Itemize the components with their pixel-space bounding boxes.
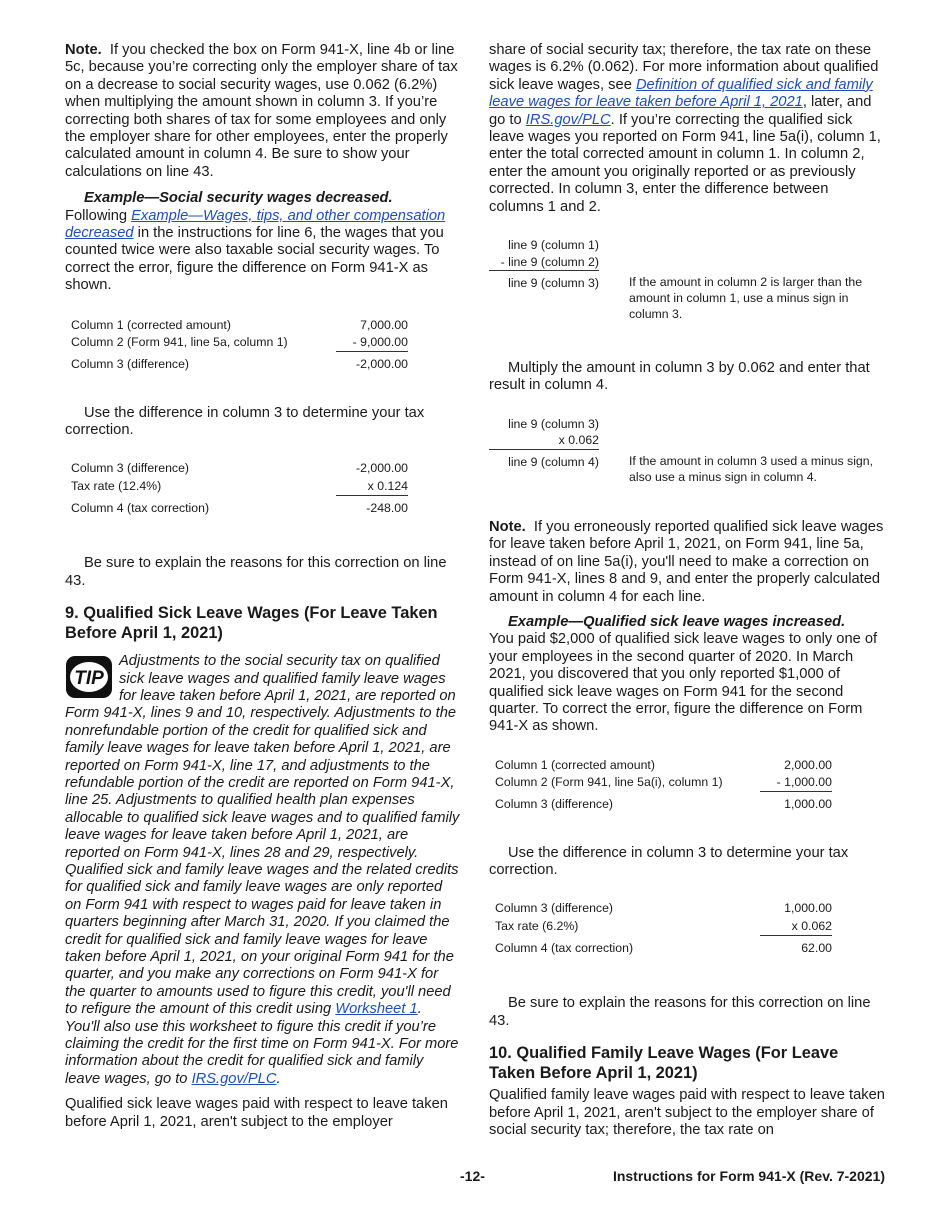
use-difference-text: Use the difference in column 3 to determine your tax correction.	[65, 404, 425, 438]
table-row	[65, 356, 408, 373]
example-text: You paid $2,000 of qualified sick leave wages to only one of your employees in the second quarter of 2020. In March 2021, you discovered that you only reported $1,000 of qualified sick leave wages on Form 941 for the second quarter. To correct the error, figure the difference on Form 941-X as shown.	[489, 631, 878, 735]
tip-text: . You'll also use this worksheet to figure this credit if you’re claiming the credit for the first time on Form 941-X. For more information about the credit for qualified sick and family leave wages, go to	[65, 1001, 459, 1087]
row-value: - 1,000.00	[760, 774, 832, 792]
calc-table-3	[489, 757, 832, 814]
table-row	[489, 918, 832, 936]
page-number: -12-	[460, 1168, 485, 1184]
row-value: 2,000.00	[784, 757, 832, 772]
bottom-paragraph: Qualified sick leave wages paid with respect to leave taken before April 1, 2021, aren't subject to the employer	[65, 1096, 448, 1130]
line9-calc-1	[489, 237, 885, 327]
calc-table-2	[65, 460, 408, 517]
multiply-text: Multiply the amount in column 3 by 0.062 and enter that result in column 4.	[489, 360, 870, 394]
continued-paragraph	[489, 42, 885, 216]
row-label: Column 2 (Form 941, line 5a, column 1)	[71, 334, 288, 349]
row-label: Column 4 (tax correction)	[495, 941, 634, 956]
cont-text: , later, and go to	[489, 94, 872, 128]
row-value: x 0.124	[336, 478, 408, 496]
explain-text: Be sure to explain the reasons for this correction on line 43.	[65, 555, 447, 589]
row-value: 62.00	[801, 941, 832, 956]
row-value: -2,000.00	[356, 461, 408, 476]
row-label: Column 4 (tax correction)	[71, 500, 210, 515]
row-value: 1,000.00	[784, 901, 832, 916]
calc-line: line 9 (column 1)	[508, 238, 599, 253]
row-value: 1,000.00	[784, 797, 832, 812]
row-value: - 9,000.00	[336, 334, 408, 352]
table-row	[489, 774, 832, 792]
right-column	[489, 42, 885, 1139]
example-post: in the instructions for line 6, the wages that you counted twice were also taxable social security wages. To correct the error, figure the difference on Form 941-X as shown.	[65, 225, 444, 294]
example-title: Example—Social security wages decreased.	[84, 190, 393, 207]
note-label: Note.	[65, 42, 102, 58]
line9-calc-2	[489, 416, 885, 506]
worksheet-1-link[interactable]: Worksheet 1	[335, 1001, 418, 1018]
use-difference-text: Use the difference in column 3 to determine your tax correction.	[489, 844, 849, 879]
tip-paragraph	[65, 653, 460, 1088]
table-row	[65, 317, 408, 334]
table-row	[489, 900, 832, 917]
example-pre: Following	[65, 207, 132, 224]
row-label: Column 1 (corrected amount)	[495, 757, 655, 772]
cont-text: . If you’re correcting the qualified sick leave wages you reported on Form 941, line 5a(i), column 1, enter the total corrected amount in column 1. In column 2, enter the amount you originally reported or as previously corrected. In column 3, enter the difference between columns 1 and 2.	[489, 111, 881, 215]
row-label: Column 3 (difference)	[495, 901, 614, 916]
note-text: If you erroneously reported qualified sick leave wages for leave taken before April 1, 2021, on Form 941, line 5a, instead of on line 5a(i), you'll need to make a correction on Form 941-X, lines 8 and 9, and enter the properly calculated amount in column 4 for each line.	[489, 518, 884, 605]
table-row	[65, 500, 408, 517]
row-label: Column 3 (difference)	[71, 357, 190, 372]
footer-title: Instructions for Form 941-X (Rev. 7-2021)	[612, 1168, 885, 1184]
calc-note: If the amount in column 2 is larger than the amount in column 1, use a minus sign in column 3.	[629, 275, 863, 321]
definition-link[interactable]: Definition of qualified sick and family leave wages for leave taken before April 1, 2021	[489, 76, 873, 111]
note-label: Note.	[489, 518, 526, 535]
note-paragraph	[65, 42, 460, 181]
tip-label: TIP	[74, 668, 104, 690]
row-label: Column 3 (difference)	[71, 461, 190, 476]
cont-text: share of social security tax; therefore, the tax rate on these wages is 6.2% (0.062). For more information about qualified sick leave wages, see	[489, 42, 879, 93]
calc-line: - line 9 (column 2)	[489, 254, 599, 272]
row-value: -248.00	[366, 500, 408, 515]
irs-plc-link[interactable]: IRS.gov/PLC	[191, 1070, 277, 1087]
example-wages-link[interactable]: Example—Wages, tips, and other compensation decreased	[65, 207, 446, 242]
table-row	[65, 460, 408, 477]
row-value: 7,000.00	[360, 317, 408, 332]
table-row	[65, 334, 408, 352]
section-heading-10: 10. Qualified Family Leave Wages (For Leave Taken Before April 1, 2021)	[489, 1044, 839, 1082]
example-paragraph-2	[489, 614, 885, 736]
section-heading-9: 9. Qualified Sick Leave Wages (For Leave Taken Before April 1, 2021)	[65, 604, 438, 642]
calc-line: line 9 (column 4)	[508, 454, 599, 469]
tip-text: Adjustments to the social security tax on qualified sick leave wages and qualified family leave wages for leave taken before April 1, 2021, are reported on Form 941-X, lines 9 and 10, respectively. Adjustments to the nonrefundable portion of the credit for qualified sick and family leave wages for leave taken before April 1, 2021, are reported on Form 941-X, line 17, and adjustments to the refundable portion of the credit are reported on Form 941-X, line 25. Adjustments to qualified health plan expenses allocable to qualified sick leave wages and to qualified family leave wages for leave taken before April 1, 2021, are reported on Form 941-X, lines 28 and 29, respectively. Qualified sick and family leave wages and the related credits for qualified sick and family leave wages are only reported on Form 941 with respect to wages paid for leave taken in quarters beginning after March 31, 2020. If you claimed the credit for qualified sick and family leave wages for leave taken before April 1, 2021, on your original Form 941 for the quarter, and you make any corrections on Form 941-X for the quarter to amounts used to figure this credit, you'll need to refigure the amount of this credit using	[65, 653, 460, 1018]
table-row	[65, 478, 408, 496]
tip-text: .	[276, 1070, 281, 1087]
row-value: x 0.062	[760, 918, 832, 936]
row-label: Column 2 (Form 941, line 5a(i), column 1)	[495, 775, 723, 790]
bottom-paragraph: Qualified family leave wages paid with respect to leave taken before April 1, 2021, aren't subject to the employer share of social security tax; therefore, the tax rate on	[489, 1087, 885, 1138]
calc-line: x 0.062	[489, 432, 599, 450]
calc-line: line 9 (column 3)	[508, 416, 599, 431]
calc-line: line 9 (column 3)	[508, 276, 599, 291]
note-text: If you checked the box on Form 941-X, line 4b or line 5c, because you’re correcting only the employer share of tax on a decrease to social security wages, use 0.062 (6.2%) when multiplying the amount shown in column 3. If you’re correcting both shares of tax for some employees and only the employer share for other employees, enter the properly calculated amount in column 4. Be sure to show your calculations on line 43.	[65, 42, 458, 180]
left-column	[65, 42, 460, 1131]
row-value: -2,000.00	[356, 357, 408, 372]
tip-icon	[65, 655, 113, 699]
row-label: Column 3 (difference)	[495, 797, 614, 812]
row-label: Column 1 (corrected amount)	[71, 317, 231, 332]
irs-plc-link[interactable]: IRS.gov/PLC	[525, 111, 611, 128]
table-row	[489, 796, 832, 813]
table-row	[489, 757, 832, 774]
row-label: Tax rate (12.4%)	[71, 478, 162, 493]
note-paragraph-2	[489, 519, 885, 606]
explain-text: Be sure to explain the reasons for this correction on line 43.	[489, 995, 871, 1029]
calc-table-1	[65, 317, 408, 374]
example-title: Example—Qualified sick leave wages increased.	[508, 613, 846, 630]
calc-note: If the amount in column 3 used a minus sign, also use a minus sign in column 4.	[629, 453, 874, 484]
calc-table-4	[489, 900, 832, 957]
example-paragraph	[65, 190, 460, 294]
table-row	[489, 940, 832, 957]
row-label: Tax rate (6.2%)	[495, 918, 579, 933]
